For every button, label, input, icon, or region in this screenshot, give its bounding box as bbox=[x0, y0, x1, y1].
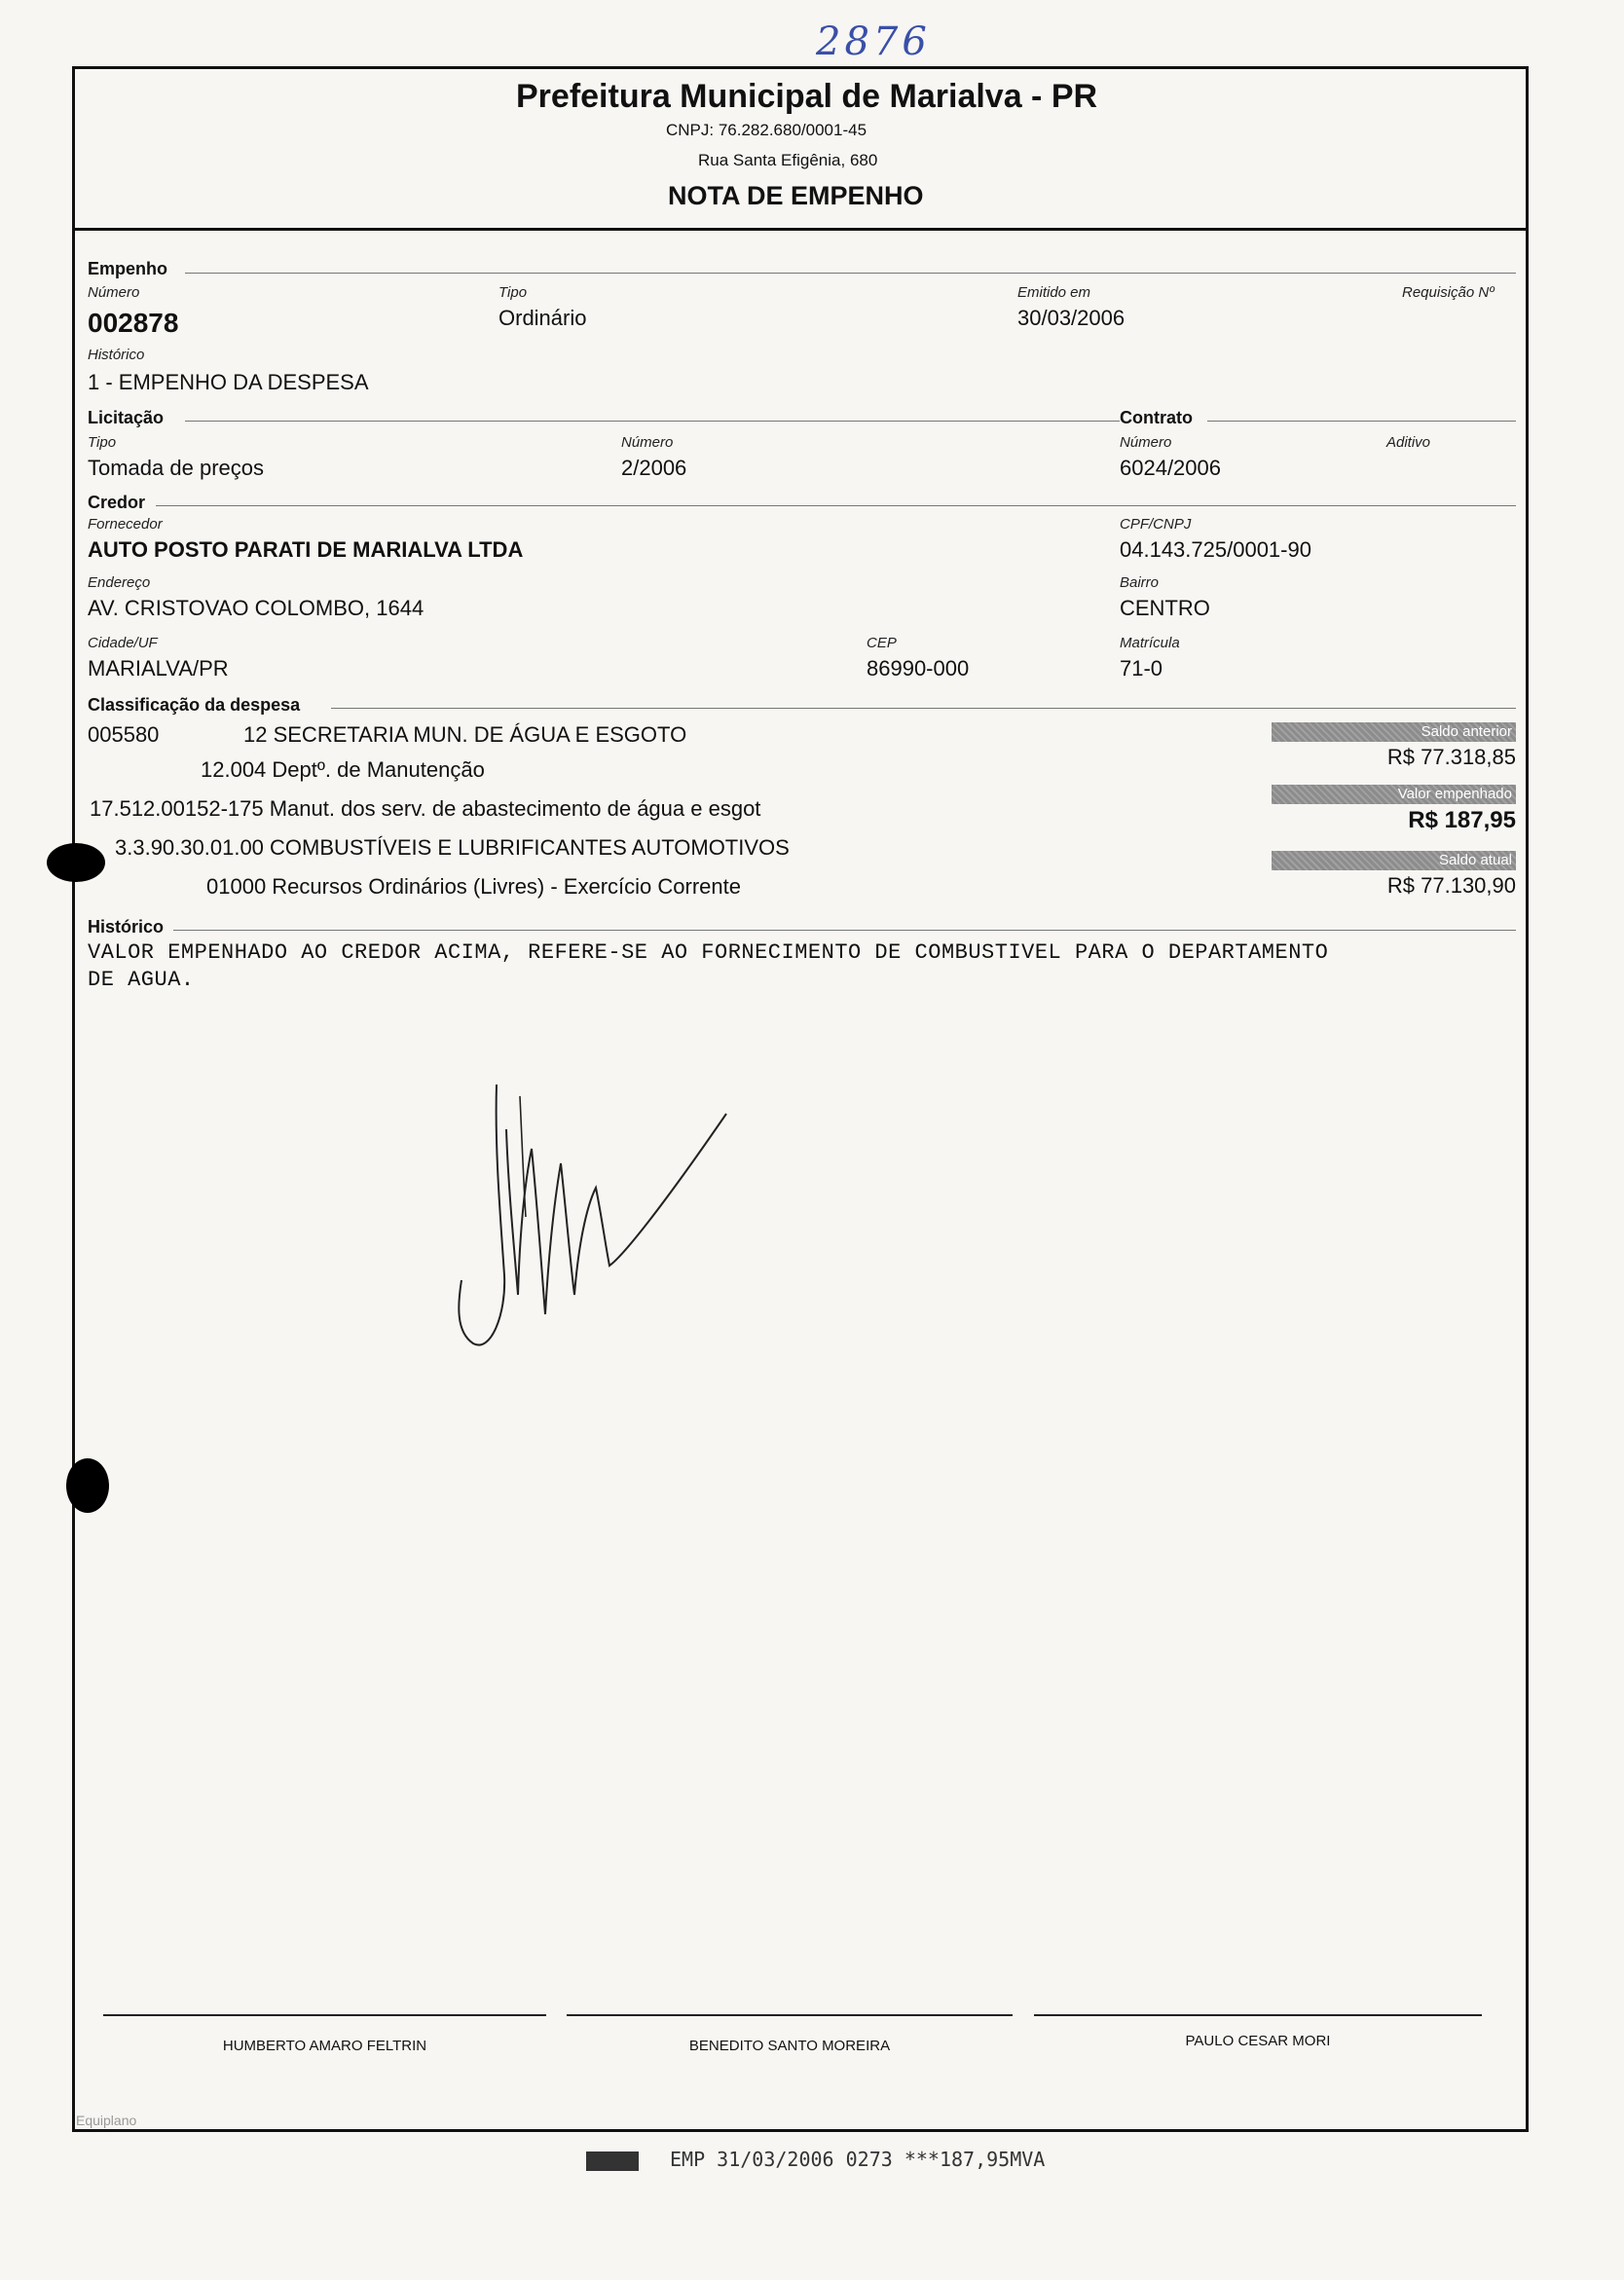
empenho-historico: 1 - EMPENHO DA DESPESA bbox=[88, 370, 369, 394]
handwritten-document-number: 2876 bbox=[816, 19, 931, 64]
empenho-numero: 002878 bbox=[88, 308, 179, 338]
section-classificacao: Classificação da despesa bbox=[88, 695, 301, 715]
section-rule bbox=[156, 505, 1516, 506]
licitacao-tipo-label: Tipo bbox=[88, 434, 117, 451]
empenho-tipo-label: Tipo bbox=[498, 284, 528, 301]
section-historico: Histórico bbox=[88, 917, 165, 937]
credor-matricula: 71-0 bbox=[1120, 656, 1163, 680]
entity-cnpj: CNPJ: 76.282.680/0001-45 bbox=[666, 121, 867, 139]
credor-endereco: AV. CRISTOVAO COLOMBO, 1644 bbox=[88, 596, 424, 620]
signature-line-3 bbox=[1034, 2014, 1482, 2016]
credor-bairro: CENTRO bbox=[1120, 596, 1210, 620]
classificacao-line5: 01000 Recursos Ordinários (Livres) - Exercício Corrente bbox=[206, 874, 741, 899]
licitacao-numero: 2/2006 bbox=[621, 456, 687, 480]
empenho-tipo: Ordinário bbox=[498, 306, 587, 330]
signature-line-1 bbox=[103, 2014, 546, 2016]
section-rule bbox=[185, 421, 1120, 422]
section-licitacao: Licitação bbox=[88, 408, 165, 427]
hole-punch bbox=[66, 1458, 109, 1513]
handwritten-signature bbox=[448, 1071, 740, 1363]
saldo-atual-value: R$ 77.130,90 bbox=[1386, 873, 1516, 898]
section-rule bbox=[1207, 421, 1516, 422]
signature-name-1: HUMBERTO AMARO FELTRIN bbox=[222, 2038, 427, 2054]
classificacao-line3: 17.512.00152-175 Manut. dos serv. de abastecimento de água e esgot bbox=[90, 796, 761, 821]
bank-stamp-logo bbox=[586, 2151, 639, 2171]
empenho-numero-label: Número bbox=[88, 284, 140, 301]
empenho-historico-label: Histórico bbox=[88, 347, 145, 363]
signature-name-3: PAULO CESAR MORI bbox=[1185, 2033, 1331, 2049]
software-footer: Equiplano bbox=[76, 2113, 137, 2128]
valor-empenhado-value: R$ 187,95 bbox=[1408, 807, 1516, 833]
licitacao-tipo: Tomada de preços bbox=[88, 456, 264, 480]
section-rule bbox=[173, 930, 1516, 931]
empenho-emitido: 30/03/2006 bbox=[1017, 306, 1126, 330]
credor-endereco-label: Endereço bbox=[88, 574, 151, 591]
classificacao-line1-code: 005580 bbox=[88, 722, 160, 747]
credor-cpf-label: CPF/CNPJ bbox=[1120, 516, 1192, 533]
classificacao-line2: 12.004 Deptº. de Manutenção bbox=[201, 757, 485, 782]
entity-address: Rua Santa Efigênia, 680 bbox=[698, 151, 878, 169]
contrato-numero-label: Número bbox=[1120, 434, 1172, 451]
credor-cidade-label: Cidade/UF bbox=[88, 635, 158, 651]
licitacao-numero-label: Número bbox=[621, 434, 674, 451]
document-title: NOTA DE EMPENHO bbox=[668, 181, 924, 210]
signature-name-2: BENEDITO SANTO MOREIRA bbox=[688, 2038, 891, 2054]
contrato-aditivo-label: Aditivo bbox=[1386, 434, 1431, 451]
credor-fornecedor-label: Fornecedor bbox=[88, 516, 163, 533]
valor-empenhado-label: Valor empenhado bbox=[1272, 785, 1516, 804]
credor-cep: 86990-000 bbox=[867, 656, 970, 680]
saldo-anterior-value: R$ 77.318,85 bbox=[1386, 745, 1516, 769]
section-empenho: Empenho bbox=[88, 259, 168, 278]
bank-authentication-stamp: EMP 31/03/2006 0273 ***187,95MVA bbox=[670, 2148, 1046, 2171]
section-rule bbox=[331, 708, 1516, 709]
classificacao-line4: 3.3.90.30.01.00 COMBUSTÍVEIS E LUBRIFICANTES AUTOMOTIVOS bbox=[115, 835, 790, 860]
credor-fornecedor: AUTO POSTO PARATI DE MARIALVA LTDA bbox=[88, 537, 524, 562]
empenho-emitido-label: Emitido em bbox=[1017, 284, 1091, 301]
credor-cidade: MARIALVA/PR bbox=[88, 656, 229, 680]
section-rule bbox=[185, 273, 1516, 274]
historico-line1: VALOR EMPENHADO AO CREDOR ACIMA, REFERE-SE AO FORNECIMENTO DE COMBUSTIVEL PARA O DEPARTAMENTO bbox=[88, 940, 1329, 965]
credor-bairro-label: Bairro bbox=[1120, 574, 1160, 591]
credor-cpf: 04.143.725/0001-90 bbox=[1120, 537, 1311, 562]
credor-matricula-label: Matrícula bbox=[1120, 635, 1180, 651]
credor-cep-label: CEP bbox=[867, 635, 897, 651]
header-divider bbox=[72, 228, 1529, 231]
contrato-numero: 6024/2006 bbox=[1120, 456, 1221, 480]
empenho-requisicao-label: Requisição Nº bbox=[1402, 284, 1495, 301]
hole-punch bbox=[47, 843, 105, 882]
section-credor: Credor bbox=[88, 493, 146, 512]
entity-name: Prefeitura Municipal de Marialva - PR bbox=[516, 78, 1098, 115]
saldo-anterior-label: Saldo anterior bbox=[1272, 722, 1516, 742]
saldo-atual-label: Saldo atual bbox=[1272, 851, 1516, 870]
section-contrato: Contrato bbox=[1120, 408, 1193, 427]
classificacao-line1-text: 12 SECRETARIA MUN. DE ÁGUA E ESGOTO bbox=[243, 722, 687, 747]
historico-line2: DE AGUA. bbox=[88, 968, 195, 992]
signature-line-2 bbox=[567, 2014, 1013, 2016]
